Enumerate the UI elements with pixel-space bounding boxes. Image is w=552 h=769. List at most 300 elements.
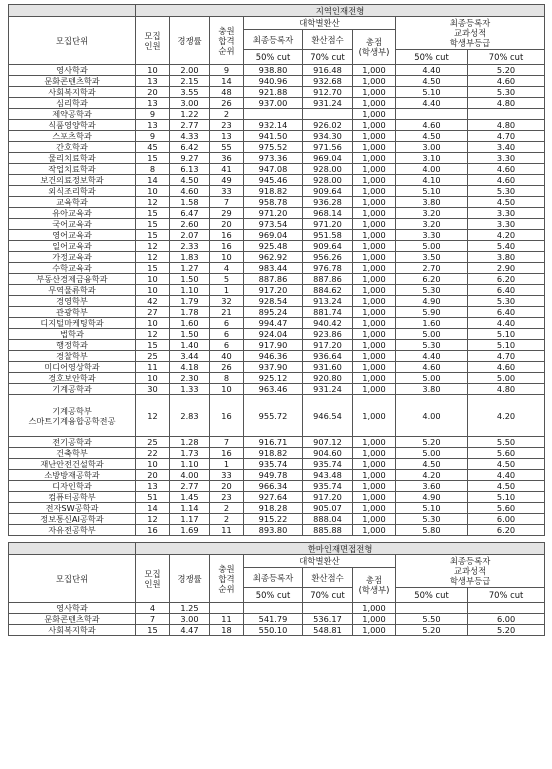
- grade-70-cell: 5.00: [468, 373, 545, 384]
- header-grade-cut-50: 50% cut: [396, 50, 468, 65]
- admission-results-document: [8, 4, 544, 636]
- cut-50-cell: 958.78: [244, 197, 303, 208]
- grade-50-cell: 4.00: [396, 164, 468, 175]
- table-row: [9, 459, 545, 470]
- department-cell: 보건의료정보학과: [9, 175, 136, 186]
- quota-cell: 9: [136, 131, 170, 142]
- department-cell: 문화콘텐츠학과: [9, 614, 136, 625]
- department-cell: 기계공학부 스마트기계융합공학전공: [9, 395, 136, 437]
- hanma-interview-table: [8, 542, 545, 636]
- rank-cell: 5: [210, 274, 244, 285]
- quota-cell: 42: [136, 296, 170, 307]
- quota-cell: 10: [136, 65, 170, 76]
- competition-rate-cell: 2.60: [170, 219, 210, 230]
- header-cut-70: 70% cut: [303, 588, 353, 603]
- grade-50-cell: 5.80: [396, 525, 468, 536]
- competition-rate-cell: 3.00: [170, 98, 210, 109]
- competition-rate-cell: 1.40: [170, 340, 210, 351]
- department-cell: 전자SW공학과: [9, 503, 136, 514]
- grade-50-cell: 4.60: [396, 120, 468, 131]
- table-row: [9, 448, 545, 459]
- cut-50-cell: 955.72: [244, 395, 303, 437]
- grade-70-cell: [468, 109, 545, 120]
- cut-70-cell: 935.74: [303, 481, 353, 492]
- grade-70-cell: 2.90: [468, 263, 545, 274]
- quota-cell: 10: [136, 459, 170, 470]
- cut-50-cell: 971.20: [244, 208, 303, 219]
- total-cell: 1,000: [353, 603, 396, 614]
- grade-50-cell: 4.60: [396, 362, 468, 373]
- rank-cell: 7: [210, 437, 244, 448]
- grade-70-cell: 6.00: [468, 614, 545, 625]
- grade-50-cell: 4.50: [396, 76, 468, 87]
- cut-70-cell: 917.20: [303, 492, 353, 503]
- department-cell: 사회복지학과: [9, 625, 136, 636]
- quota-cell: 20: [136, 470, 170, 481]
- header-total: 총점 (학생부): [353, 30, 396, 65]
- competition-rate-cell: 6.13: [170, 164, 210, 175]
- total-cell: 1,000: [353, 514, 396, 525]
- grade-70-cell: 5.30: [468, 87, 545, 98]
- grade-70-cell: 6.40: [468, 285, 545, 296]
- quota-cell: 51: [136, 492, 170, 503]
- quota-cell: 15: [136, 625, 170, 636]
- rank-cell: 23: [210, 492, 244, 503]
- grade-70-cell: 4.80: [468, 384, 545, 395]
- grade-50-cell: 5.20: [396, 625, 468, 636]
- total-cell: 1,000: [353, 296, 396, 307]
- table-row: [9, 481, 545, 492]
- department-cell: 관광학부: [9, 307, 136, 318]
- cut-70-cell: 971.56: [303, 142, 353, 153]
- grade-70-cell: 6.20: [468, 274, 545, 285]
- quota-cell: 14: [136, 503, 170, 514]
- cut-50-cell: 541.79: [244, 614, 303, 625]
- department-cell: 행정학과: [9, 340, 136, 351]
- cut-70-cell: 936.28: [303, 197, 353, 208]
- total-cell: 1,000: [353, 197, 396, 208]
- grade-50-cell: 5.20: [396, 437, 468, 448]
- department-cell: 무역물류학과: [9, 285, 136, 296]
- table-row: [9, 197, 545, 208]
- quota-cell: 15: [136, 219, 170, 230]
- quota-cell: 12: [136, 329, 170, 340]
- cut-50-cell: 932.14: [244, 120, 303, 131]
- quota-cell: 20: [136, 87, 170, 98]
- grade-50-cell: [396, 109, 468, 120]
- grade-50-cell: 4.90: [396, 492, 468, 503]
- grade-50-cell: 3.80: [396, 197, 468, 208]
- department-cell: 물리치료학과: [9, 153, 136, 164]
- grade-50-cell: 5.10: [396, 503, 468, 514]
- cut-50-cell: 973.54: [244, 219, 303, 230]
- quota-cell: 27: [136, 307, 170, 318]
- cut-50-cell: 928.54: [244, 296, 303, 307]
- grade-50-cell: 4.40: [396, 351, 468, 362]
- grade-50-cell: 4.40: [396, 98, 468, 109]
- cut-50-cell: 917.90: [244, 340, 303, 351]
- department-cell: 영어교육과: [9, 230, 136, 241]
- table-row: [9, 503, 545, 514]
- quota-cell: 15: [136, 340, 170, 351]
- cut-50-cell: 941.50: [244, 131, 303, 142]
- total-cell: 1,000: [353, 252, 396, 263]
- grade-70-cell: 5.60: [468, 448, 545, 459]
- cut-50-cell: 918.82: [244, 186, 303, 197]
- cut-50-cell: 893.80: [244, 525, 303, 536]
- cut-50-cell: 937.90: [244, 362, 303, 373]
- cut-70-cell: 968.14: [303, 208, 353, 219]
- department-cell: 일어교육과: [9, 241, 136, 252]
- rank-cell: 29: [210, 208, 244, 219]
- competition-rate-cell: 1.17: [170, 514, 210, 525]
- header-grade-cut-70: 70% cut: [468, 588, 545, 603]
- quota-cell: 8: [136, 164, 170, 175]
- grade-70-cell: 3.30: [468, 208, 545, 219]
- total-cell: 1,000: [353, 362, 396, 373]
- total-cell: 1,000: [353, 395, 396, 437]
- quota-cell: 10: [136, 285, 170, 296]
- cut-50-cell: 946.36: [244, 351, 303, 362]
- grade-50-cell: 5.50: [396, 614, 468, 625]
- cut-50-cell: 963.46: [244, 384, 303, 395]
- grade-70-cell: 5.30: [468, 296, 545, 307]
- grade-50-cell: 3.20: [396, 219, 468, 230]
- department-cell: 영사학과: [9, 65, 136, 76]
- cut-70-cell: 885.88: [303, 525, 353, 536]
- department-cell: 소방방재공학과: [9, 470, 136, 481]
- competition-rate-cell: 1.58: [170, 197, 210, 208]
- grade-50-cell: 5.30: [396, 285, 468, 296]
- cut-70-cell: 931.24: [303, 98, 353, 109]
- section-title: 지역인재전형: [136, 5, 545, 17]
- total-cell: 1,000: [353, 142, 396, 153]
- table-row: [9, 514, 545, 525]
- grade-70-cell: 4.60: [468, 362, 545, 373]
- total-cell: 1,000: [353, 481, 396, 492]
- total-cell: 1,000: [353, 614, 396, 625]
- department-cell: 간호학과: [9, 142, 136, 153]
- total-cell: 1,000: [353, 351, 396, 362]
- department-cell: 미디어영상학과: [9, 362, 136, 373]
- table-row: [9, 625, 545, 636]
- table-row: [9, 285, 545, 296]
- cut-50-cell: 969.04: [244, 230, 303, 241]
- cut-70-cell: 935.74: [303, 459, 353, 470]
- table-row: [9, 395, 545, 437]
- cut-70-cell: 904.60: [303, 448, 353, 459]
- rank-cell: 20: [210, 481, 244, 492]
- cut-70-cell: 884.62: [303, 285, 353, 296]
- competition-rate-cell: 2.33: [170, 241, 210, 252]
- header-cut-50: 50% cut: [244, 588, 303, 603]
- competition-rate-cell: 1.60: [170, 318, 210, 329]
- header-rank: 충원 합격 순위: [210, 17, 244, 65]
- cut-50-cell: 949.78: [244, 470, 303, 481]
- total-cell: 1,000: [353, 98, 396, 109]
- table-row: [9, 120, 545, 131]
- quota-cell: 15: [136, 153, 170, 164]
- grade-70-cell: 5.10: [468, 329, 545, 340]
- total-cell: 1,000: [353, 241, 396, 252]
- department-cell: 문화콘텐츠학과: [9, 76, 136, 87]
- department-cell: 재난안전건설학과: [9, 459, 136, 470]
- total-cell: 1,000: [353, 263, 396, 274]
- quota-cell: 4: [136, 603, 170, 614]
- competition-rate-cell: 1.10: [170, 285, 210, 296]
- rank-cell: 2: [210, 514, 244, 525]
- cut-50-cell: [244, 109, 303, 120]
- cut-70-cell: 969.04: [303, 153, 353, 164]
- department-cell: 식품영양학과: [9, 120, 136, 131]
- cut-50-cell: 925.48: [244, 241, 303, 252]
- table-row: [9, 175, 545, 186]
- cut-70-cell: 536.17: [303, 614, 353, 625]
- table-row: [9, 76, 545, 87]
- competition-rate-cell: 2.77: [170, 120, 210, 131]
- total-cell: 1,000: [353, 274, 396, 285]
- competition-rate-cell: 4.33: [170, 131, 210, 142]
- quota-cell: 12: [136, 395, 170, 437]
- section-title: 한마인재면접전형: [136, 543, 545, 555]
- rank-cell: 6: [210, 329, 244, 340]
- rank-cell: 18: [210, 625, 244, 636]
- header-rank: 충원 합격 순위: [210, 555, 244, 603]
- rank-cell: 26: [210, 362, 244, 373]
- department-cell: 전기공학과: [9, 437, 136, 448]
- rank-cell: 20: [210, 219, 244, 230]
- regional-talent-table: [8, 4, 545, 536]
- department-cell: 수학교육과: [9, 263, 136, 274]
- grade-70-cell: 3.30: [468, 219, 545, 230]
- rank-cell: 16: [210, 448, 244, 459]
- rank-cell: 1: [210, 285, 244, 296]
- total-cell: 1,000: [353, 448, 396, 459]
- grade-70-cell: 4.80: [468, 98, 545, 109]
- header-department: 모집단위: [9, 17, 136, 65]
- cut-50-cell: 925.12: [244, 373, 303, 384]
- grade-50-cell: 4.00: [396, 395, 468, 437]
- grade-50-cell: 3.30: [396, 230, 468, 241]
- rank-cell: 4: [210, 263, 244, 274]
- quota-cell: 13: [136, 120, 170, 131]
- grade-50-cell: 2.70: [396, 263, 468, 274]
- quota-cell: 25: [136, 351, 170, 362]
- department-cell: 영사학과: [9, 603, 136, 614]
- grade-70-cell: 4.70: [468, 131, 545, 142]
- rank-cell: 2: [210, 109, 244, 120]
- header-competition-rate: 경쟁률: [170, 17, 210, 65]
- grade-50-cell: 5.90: [396, 307, 468, 318]
- header-quota: 모집 인원: [136, 555, 170, 603]
- cut-70-cell: 881.74: [303, 307, 353, 318]
- table-row: [9, 186, 545, 197]
- competition-rate-cell: 1.25: [170, 603, 210, 614]
- quota-cell: 13: [136, 76, 170, 87]
- competition-rate-cell: 1.50: [170, 274, 210, 285]
- department-cell: 경영학부: [9, 296, 136, 307]
- grade-50-cell: 5.00: [396, 329, 468, 340]
- rank-cell: 11: [210, 614, 244, 625]
- total-cell: 1,000: [353, 219, 396, 230]
- cut-70-cell: 916.48: [303, 65, 353, 76]
- table-row: [9, 87, 545, 98]
- cut-70-cell: 931.60: [303, 362, 353, 373]
- competition-rate-cell: 1.14: [170, 503, 210, 514]
- cut-50-cell: 918.82: [244, 448, 303, 459]
- table-row: [9, 65, 545, 76]
- quota-cell: 10: [136, 274, 170, 285]
- grade-50-cell: 3.20: [396, 208, 468, 219]
- department-cell: 정보통신AI공학과: [9, 514, 136, 525]
- quota-cell: 13: [136, 98, 170, 109]
- rank-cell: 40: [210, 351, 244, 362]
- grade-70-cell: 5.20: [468, 65, 545, 76]
- grade-50-cell: 3.60: [396, 481, 468, 492]
- competition-rate-cell: 1.10: [170, 459, 210, 470]
- cut-50-cell: 924.04: [244, 329, 303, 340]
- rank-cell: 41: [210, 164, 244, 175]
- competition-rate-cell: 1.83: [170, 252, 210, 263]
- grade-70-cell: 5.10: [468, 492, 545, 503]
- competition-rate-cell: 3.44: [170, 351, 210, 362]
- table-row: [9, 208, 545, 219]
- cut-70-cell: 912.70: [303, 87, 353, 98]
- competition-rate-cell: 6.47: [170, 208, 210, 219]
- grade-70-cell: 4.60: [468, 175, 545, 186]
- rank-cell: 55: [210, 142, 244, 153]
- cut-70-cell: [303, 109, 353, 120]
- header-grade-cut-70: 70% cut: [468, 50, 545, 65]
- department-cell: 유아교육과: [9, 208, 136, 219]
- rank-cell: 36: [210, 153, 244, 164]
- quota-cell: 22: [136, 448, 170, 459]
- cut-70-cell: 923.86: [303, 329, 353, 340]
- cut-50-cell: 973.36: [244, 153, 303, 164]
- department-cell: 국어교육과: [9, 219, 136, 230]
- rank-cell: 23: [210, 120, 244, 131]
- competition-rate-cell: 2.77: [170, 481, 210, 492]
- table-row: [9, 470, 545, 481]
- competition-rate-cell: 1.79: [170, 296, 210, 307]
- competition-rate-cell: 4.18: [170, 362, 210, 373]
- rank-cell: 49: [210, 175, 244, 186]
- cut-50-cell: 975.52: [244, 142, 303, 153]
- cut-70-cell: 887.86: [303, 274, 353, 285]
- total-cell: 1,000: [353, 76, 396, 87]
- table-row: [9, 252, 545, 263]
- total-cell: 1,000: [353, 307, 396, 318]
- grade-70-cell: 4.80: [468, 120, 545, 131]
- competition-rate-cell: 3.55: [170, 87, 210, 98]
- table-row: [9, 384, 545, 395]
- rank-cell: 11: [210, 525, 244, 536]
- cut-50-cell: 962.92: [244, 252, 303, 263]
- total-cell: 1,000: [353, 164, 396, 175]
- grade-50-cell: 3.00: [396, 142, 468, 153]
- grade-70-cell: 4.40: [468, 470, 545, 481]
- table-row: [9, 164, 545, 175]
- total-cell: 1,000: [353, 109, 396, 120]
- competition-rate-cell: 1.69: [170, 525, 210, 536]
- table-row: [9, 263, 545, 274]
- table-row: [9, 525, 545, 536]
- table-row: [9, 98, 545, 109]
- competition-rate-cell: 1.22: [170, 109, 210, 120]
- cut-50-cell: 937.00: [244, 98, 303, 109]
- grade-50-cell: 3.10: [396, 153, 468, 164]
- competition-rate-cell: 1.28: [170, 437, 210, 448]
- cut-70-cell: 976.78: [303, 263, 353, 274]
- cut-50-cell: 935.74: [244, 459, 303, 470]
- table-row: [9, 131, 545, 142]
- table-row: [9, 274, 545, 285]
- cut-50-cell: 947.08: [244, 164, 303, 175]
- grade-50-cell: 5.10: [396, 87, 468, 98]
- cut-70-cell: 888.04: [303, 514, 353, 525]
- grade-50-cell: 4.20: [396, 470, 468, 481]
- rank-cell: [210, 603, 244, 614]
- grade-50-cell: 6.20: [396, 274, 468, 285]
- quota-cell: 13: [136, 481, 170, 492]
- competition-rate-cell: 1.33: [170, 384, 210, 395]
- table-row: [9, 241, 545, 252]
- cut-70-cell: 931.24: [303, 384, 353, 395]
- department-cell: 부동산경제금융학과: [9, 274, 136, 285]
- grade-50-cell: [396, 603, 468, 614]
- cut-50-cell: 916.71: [244, 437, 303, 448]
- total-cell: 1,000: [353, 285, 396, 296]
- cut-70-cell: 909.64: [303, 241, 353, 252]
- cut-50-cell: 945.46: [244, 175, 303, 186]
- header-converted-score: 환산점수: [303, 30, 353, 50]
- rank-cell: 2: [210, 503, 244, 514]
- quota-cell: 12: [136, 241, 170, 252]
- total-cell: 1,000: [353, 120, 396, 131]
- rank-cell: 16: [210, 230, 244, 241]
- grade-70-cell: 4.20: [468, 230, 545, 241]
- cut-70-cell: 971.20: [303, 219, 353, 230]
- quota-cell: 10: [136, 186, 170, 197]
- header-spacer: [9, 5, 136, 17]
- header-grade: 최종등록자 교과성적 학생부등급: [396, 555, 545, 588]
- cut-50-cell: 994.47: [244, 318, 303, 329]
- quota-cell: 10: [136, 318, 170, 329]
- competition-rate-cell: 4.47: [170, 625, 210, 636]
- competition-rate-cell: 1.73: [170, 448, 210, 459]
- total-cell: 1,000: [353, 340, 396, 351]
- grade-70-cell: 3.40: [468, 142, 545, 153]
- rank-cell: 10: [210, 384, 244, 395]
- grade-70-cell: 3.80: [468, 252, 545, 263]
- cut-70-cell: 946.54: [303, 395, 353, 437]
- rank-cell: 6: [210, 318, 244, 329]
- grade-50-cell: 4.90: [396, 296, 468, 307]
- grade-70-cell: 4.60: [468, 164, 545, 175]
- grade-50-cell: 5.30: [396, 514, 468, 525]
- grade-70-cell: 5.20: [468, 625, 545, 636]
- total-cell: 1,000: [353, 329, 396, 340]
- competition-rate-cell: 2.00: [170, 65, 210, 76]
- total-cell: 1,000: [353, 492, 396, 503]
- grade-70-cell: 4.20: [468, 395, 545, 437]
- cut-70-cell: 936.64: [303, 351, 353, 362]
- table-row: [9, 296, 545, 307]
- rank-cell: 1: [210, 459, 244, 470]
- rank-cell: 10: [210, 252, 244, 263]
- total-cell: 1,000: [353, 373, 396, 384]
- department-cell: 경호보안학과: [9, 373, 136, 384]
